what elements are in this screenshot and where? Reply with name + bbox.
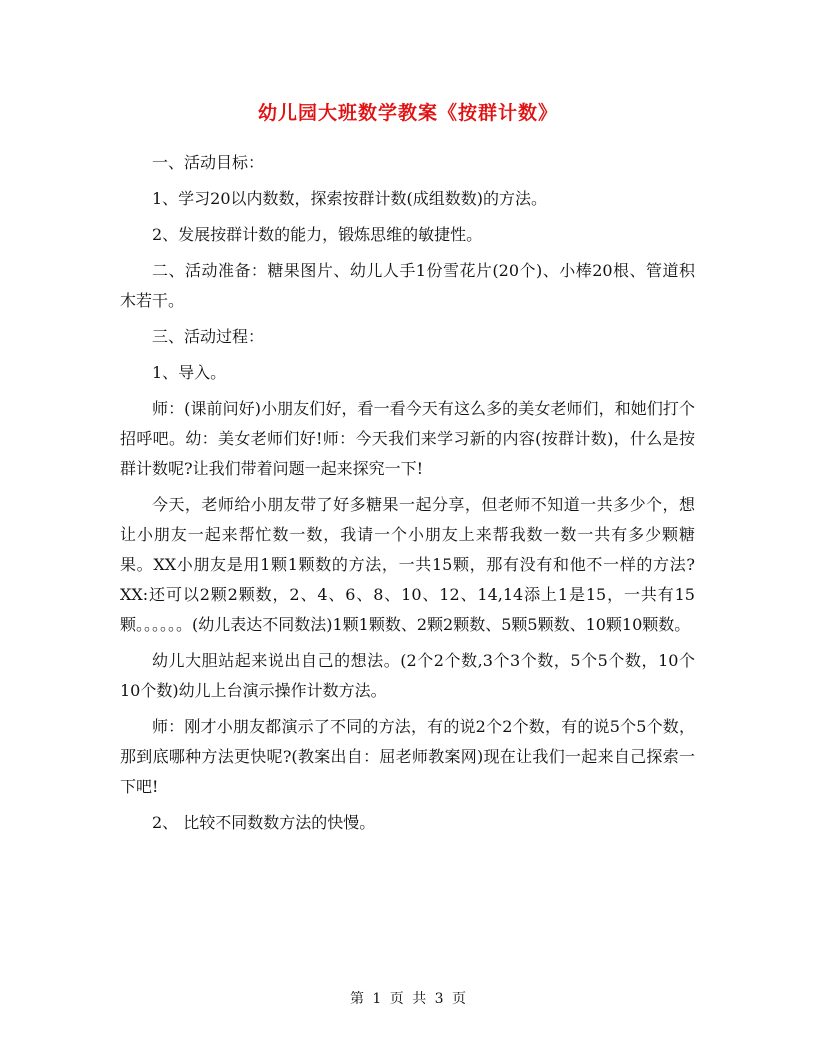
paragraph-compare-methods: 2、 比较不同数数方法的快慢。	[152, 813, 376, 832]
paragraph-intro: 1、导入。	[152, 363, 227, 382]
paragraph-process-heading: 三、活动过程：	[152, 327, 265, 346]
document-title: 幼儿园大班数学教案《按群计数》	[257, 102, 558, 124]
paragraph-teacher-question: 师：刚才小朋友都演示了不同的方法，有的说2个2个数，有的说5个5个数，那到底哪种方法更快呢?(教案出自：屈老师教案网)现在让我们一起来自己探索一下吧!	[120, 717, 695, 796]
paragraph-goal-2: 2、发展按群计数的能力，锻炼思维的敏捷性。	[152, 225, 483, 244]
paragraph-goals-heading: 一、活动目标：	[152, 153, 265, 172]
paragraph-teacher-greeting: 师：(课前问好)小朋友们好，看一看今天有这么多的美女老师们，和她们打个招呼吧。幼：美女老师们好!师：今天我们来学习新的内容(按群计数)，什么是按群计数呢?让我们带着问题一起来探究一下!	[120, 399, 695, 478]
paragraph-candy-counting: 今天，老师给小朋友带了好多糖果一起分享，但老师不知道一共多少个，想让小朋友一起来帮忙数一数，我请一个小朋友上来帮我数一数一共有多少颗糖果。XX小朋友是用1颗1颗数的方法，一共15颗，那有没有和他不一样的方法?XX:还可以2颗2颗数，2、4、6、8、10、12、14,14添上1是15，一共有15颗。。。。。。(幼儿表达不同数法)1颗1颗数、2颗2颗数、5颗5颗数、10颗10颗数。	[120, 495, 695, 634]
document-body	[120, 148, 695, 844]
paragraph-goal-1: 1、学习20以内数数，探索按群计数(成组数数)的方法。	[152, 189, 548, 208]
page-footer: 第 1 页 共 3 页	[349, 991, 467, 1007]
paragraph-preparation: 二、活动准备：糖果图片、幼儿人手1份雪花片(20个)、小棒20根、管道积木若干。	[120, 261, 695, 310]
paragraph-children-ideas: 幼儿大胆站起来说出自己的想法。(2个2个数,3个3个数，5个5个数，10个10个数)幼儿上台演示操作计数方法。	[120, 651, 695, 700]
